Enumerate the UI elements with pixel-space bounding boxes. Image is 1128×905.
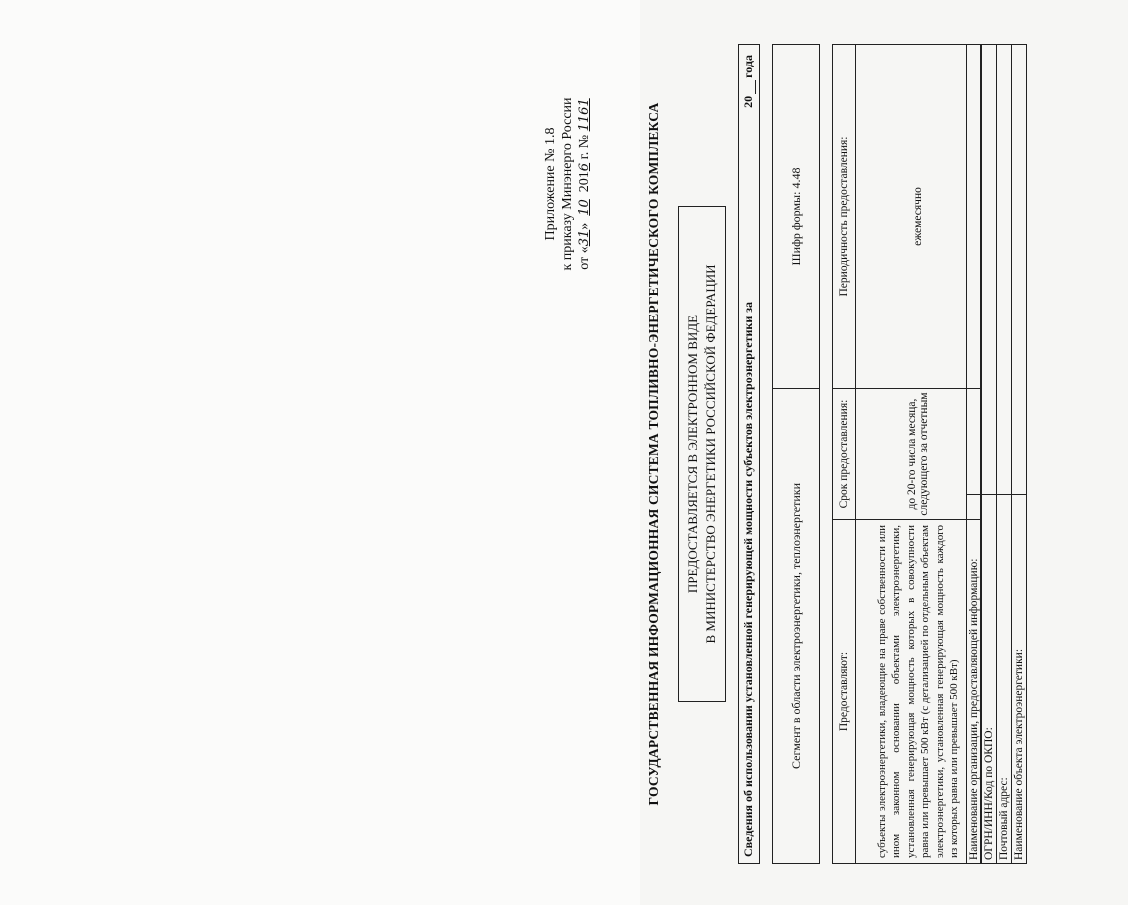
energy-object-field[interactable] [1012,45,1027,495]
annex-day: 31 [577,229,592,247]
providers-text: субъекты электроэнергетики, владеющие на праве собственности или ином законном основании объектами электроэнергетики, установленная генерирующая мощность которых в совокупности равна или превышает 500 кВт (с детализацией по отдельным объектам электроэнергетики, установленная генерирующая мощность каждого из которых равна или превышает 500 кВт) [856,520,981,864]
main-title: ГОСУДАРСТВЕННАЯ ИНФОРМАЦИОННАЯ СИСТЕМА ТОПЛИВНО-ЭНЕРГЕТИЧЕСКОГО КОМПЛЕКСА [646,102,661,806]
header-deadline: Срок предоставления: [833,389,856,520]
annex-day-sep: » [577,222,592,230]
annex-header [542,64,593,304]
segment-table [772,44,820,864]
annex-order-number: 1161 [577,98,592,132]
org-name-label: Наименование организации, предоставляющей информацию: [967,495,982,864]
annex-year-digit: 6 [577,162,592,172]
submission-box [678,206,726,702]
report-year-prefix: 20 [741,95,755,108]
header-providers: Предоставляют: [833,520,856,864]
submission-line1: ПРЕДОСТАВЛЯЕТСЯ В ЭЛЕКТРОННОМ ВИДЕ [685,314,700,594]
deadline-text: до 20-го числа месяца, следующего за отчетным [856,389,981,520]
ogrn-label: ОГРН/ИНН/Код по ОКПО: [982,495,997,864]
postal-address-label: Почтовый адрес: [997,495,1012,864]
providers-table [832,44,981,864]
annex-number: Приложение № 1.8 [543,127,558,241]
annex-date [576,64,593,304]
annex-month: 10 [577,199,592,216]
annex-date-prefix: от « [577,246,592,270]
header-periodicity: Периодичность предоставления: [833,45,856,389]
annex-order-ref: к приказу Минэнерго России [560,97,575,271]
report-year-blank [743,80,756,94]
form-code: Шифр формы: 4.48 [773,45,820,389]
energy-object-label: Наименование объекта электроэнергетики: [1012,495,1027,864]
report-year [739,55,758,108]
ogrn-field[interactable] [982,45,997,495]
annex-year-suffix: г. № [577,131,592,163]
rotated-form [528,24,1128,884]
report-year-suffix: года [741,55,755,78]
report-title: Сведения об использовании установленной генерирующей мощности субъектов электроэнергетики за [741,301,755,857]
annex-year-prefix: 201 [577,171,592,193]
organization-table [966,44,1027,864]
postal-address-field[interactable] [997,45,1012,495]
segment-label: Сегмент в области электроэнергетики, теплоэнергетики [773,388,820,863]
org-name-field[interactable] [967,45,982,495]
submission-line2: В МИНИСТЕРСТВО ЭНЕРГЕТИКИ РОССИЙСКОЙ ФЕДЕРАЦИИ [703,264,718,644]
report-title-box [738,44,760,864]
periodicity-text: ежемесячно [856,45,981,389]
